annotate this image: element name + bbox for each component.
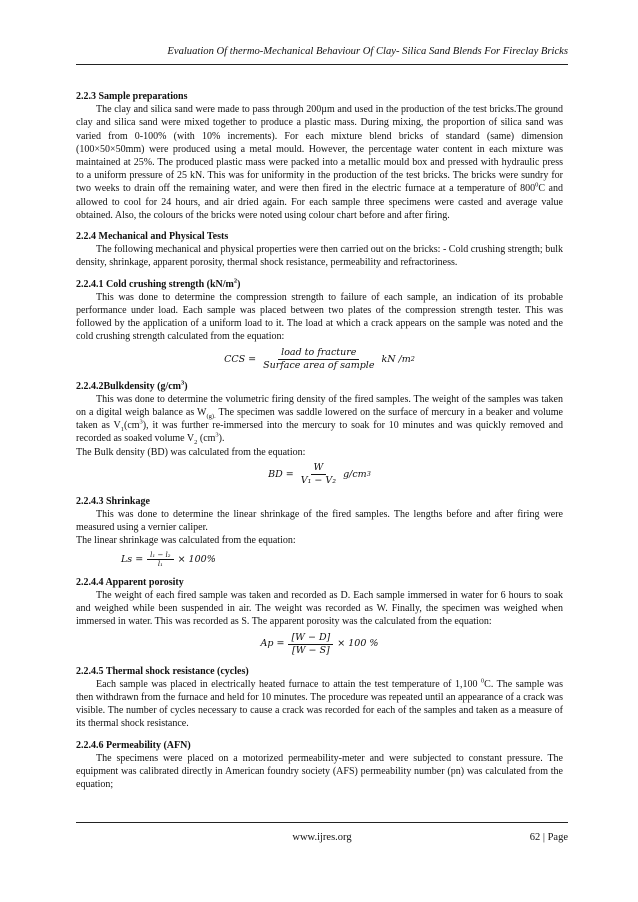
- main-content: [76, 90, 563, 791]
- page-footer: [76, 828, 568, 842]
- running-header: Evaluation Of thermo-Mechanical Behaviour Of Clay- Silica Sand Blends For Fireclay Bricks: [167, 46, 568, 57]
- ap-equation: Ap = $\frac{[W - D]}{[W - S]}$ × 100 %: [260, 631, 379, 656]
- section-body: The following mechanical and physical properties were then carried out on the bricks: - Cold crushing strength; bulk density, shrinkage, apparent porosity, thermal shock resistance, permeability and refractoriness.: [76, 244, 563, 269]
- ccs-equation: CCS = $\frac{\text{load to fracture}}{\text{Surface area of sample}}$ kN /m 2: [224, 346, 415, 371]
- section-heading: 2.2.4.1 Cold crushing strength $(kN/m^2)$: [76, 277, 241, 290]
- footer-rule: [76, 822, 568, 823]
- section-body: The weight of each fired sample was taken and recorded as D. Each sample immersed in water for 6 hours to soak and weighed while been suspended in air. The weight was recorded as W. Finally, the specimen was weighed when immersed in water. This was recorded as S. The apparent porosity was the calculated from the equation:: [76, 589, 563, 628]
- section-body: This was done to determine the volumetric firing density of the fired samples. The weight of the samples was taken on a digital weigh balance as $W_{(g).}$ The specimen was saddle lowered on the surface of mercury in a beaker and volume taken as $V_1(cm^3)$, it was further re-immersed into the mercury to soak for 10 minutes and was quickly removed and recorded as soaked volume $V_2$ $(cm^3)$.: [76, 393, 564, 447]
- section-body: The clay and silica sand were made to pass through 200µm and used in the production of the test bricks.The ground clay and silica sand were mixed together to produce a plastic mass. During mixing, the proportion of silica sand was varied from 0-100% (with 10% increments). For each mixture blend bricks of standard (same) dimension (100×50×50mm) were produced using a metal mould. However, the percentage water content in each mixture was maintained at 25%. The produced plastic mass were packed into a metallic mould box and pressed with hydraulic press to a uniform pressure of 25 kN. This was for uniformity in the production of the test bricks. The bricks were sundry for two weeks to drain off the remaining water, and were then fired in the electric furnace at a temperature of $800^0C$ and allowed to cool for 24 hours, and air dried again. For each sample three specimens were casted and average value obtained. Also, the colours of the bricks were noted using colour chart before and after firing.: [76, 104, 563, 221]
- bd-equation: BD = $\frac{W}{\text{V₁ − V₂}}$ g/cm 3: [268, 461, 371, 486]
- section-heading: 2.2.4.5 Thermal shock resistance (cycles): [76, 665, 249, 677]
- section-body: This was done to determine the linear shrinkage of the fired samples. The lengths before and after firing were measured using a vernier caliper.: [76, 509, 563, 534]
- section-body: Each sample was placed in electrically heated furnace to attain the test temperature of 1,100 $^0$C. The sample was then withdrawn from the furnace and held for 10 minutes. The procedure was repeated until an appearance of a crack was visible. The number of cycles necessary to cause a crack was recorded for each of the samples and taken as a measure of its thermal shock resistance.: [76, 677, 563, 730]
- section-body: The linear shrinkage was calculated from the equation:: [76, 535, 296, 547]
- ls-equation: Ls = $\frac{\text{l₁ − l₂}}{\text{l₁}}$ × 100%: [121, 550, 216, 568]
- section-heading: 2.2.4.4 Apparent porosity: [76, 576, 184, 588]
- section-heading: 2.2.4.3 Shrinkage: [76, 495, 150, 507]
- footer-url[interactable]: www.ijres.org: [292, 832, 352, 843]
- page-number: 62 | Page: [529, 832, 568, 843]
- header-rule: [76, 64, 568, 65]
- section-heading: 2.2.4.2Bulkdensity $(g/cm^3)$: [76, 379, 188, 392]
- section-body: The specimens were placed on a motorized permeability-meter and were subjected to constant pressure. The equipment was calibrated directly in American foundry society (AFS) permeability number (pn) was calculated from the equation;: [76, 752, 563, 791]
- section-heading: 2.2.4.6 Permeability (AFN): [76, 739, 191, 751]
- section-heading: 2.2.3 Sample preparations: [76, 91, 188, 102]
- section-body: This was done to determine the compression strength to failure of each sample, an indication of its probable performance under load. Each sample was placed between two plates of the compression strength tester. This was followed by the application of a uniform load to it. The load at which a crack appears on the sample was noted and the cold crushing strength calculated from the equation:: [76, 291, 563, 343]
- section-heading: 2.2.4 Mechanical and Physical Tests: [76, 231, 229, 243]
- section-body: The Bulk density (BD) was calculated from the equation:: [76, 446, 306, 458]
